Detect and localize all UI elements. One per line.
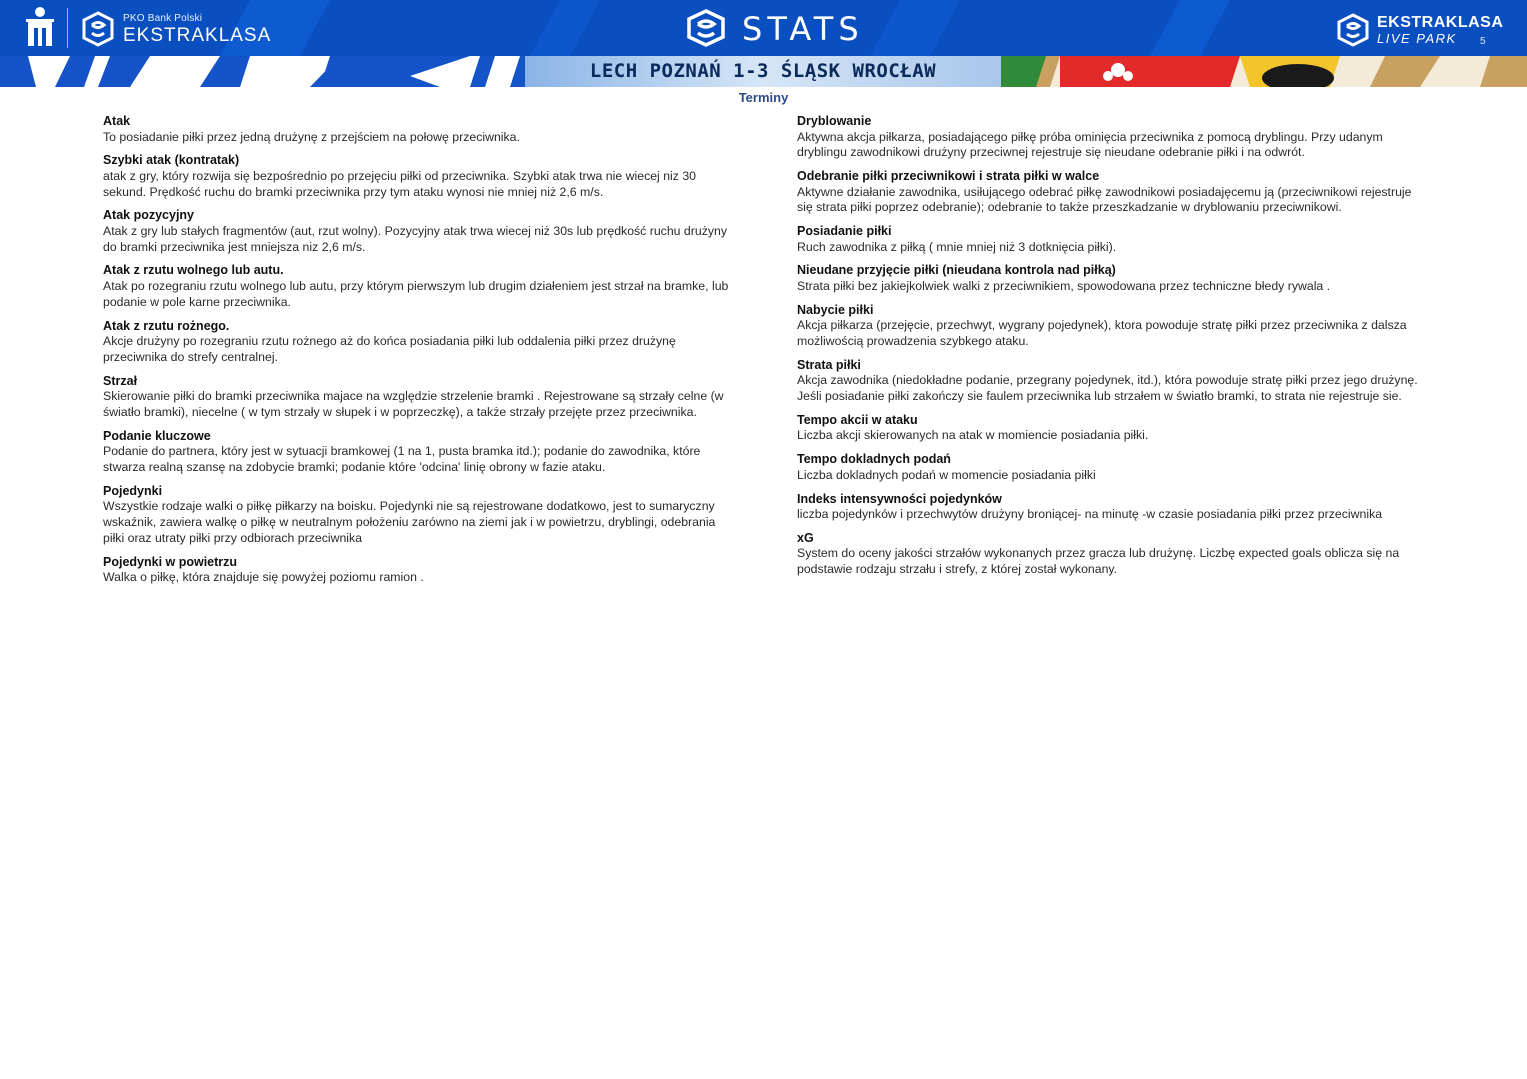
term-entry <box>103 263 733 310</box>
term-entry <box>797 492 1422 523</box>
terms-right-column <box>797 114 1422 586</box>
term-definition: To posiadanie piłki przez jedną drużynę z przejściem na połowę przeciwnika. <box>103 129 520 144</box>
term-definition: atak z gry, który rozwija się bezpośrednio po przejęciu piłki od przeciwnika. Szybki atak trwa nie wiecej niz 30 sekund. Prędkość ruchu do bramki przeciwnika przy tym ataku wynosi nie mniej niż 2,6 m/s. <box>103 168 697 199</box>
term-entry <box>797 224 1422 255</box>
term-name: Atak <box>103 114 131 128</box>
term-entry <box>797 531 1422 578</box>
term-name: Indeks intensywności pojedynków <box>797 491 1002 506</box>
term-entry <box>103 114 733 145</box>
term-definition: Akcja piłkarza (przejęcie, przechwyt, wygrany pojedynek), ktora powoduje stratę piłki przez przeciwnika z dalsza możliwością prowadzenia szybkego ataku. <box>797 318 1407 349</box>
ekstraklasa-label: EKSTRAKLASA <box>123 25 272 46</box>
term-entry <box>797 413 1422 444</box>
header-separator <box>67 8 68 48</box>
pko-bank-label: PKO Bank Polski <box>123 13 203 24</box>
term-entry <box>103 374 733 421</box>
term-entry <box>103 429 733 476</box>
term-name: Nieudane przyjęcie piłki (nieudana kontrola nad piłką) <box>797 263 1116 278</box>
term-definition: Atak po rozegraniu rzutu wolnego lub autu, przy którym pierwszym lub drugim działeniem jest strzał na bramke, lub podanie w pole karne przeciwnika. <box>103 278 729 309</box>
term-definition: Podanie do partnera, który jest w sytuacji bramkowej (1 na 1, pusta bramka itd.); podanie do zawodnika, które stwarza realną szansę na zdobycie bramki; podanie które 'odcina' linię obrony w fazie ataku. <box>103 444 701 475</box>
term-entry <box>797 169 1422 216</box>
term-name: Atak z rzutu rożnego. <box>103 318 230 333</box>
term-definition: Atak z gry lub stałych fragmentów (aut, rzut wolny). Pozycyjny atak trwa wiecej niż 30s lub prędkość ruchu drużyny do bramki przeciwnika jest mniejsza niz 2,6 m/s. <box>103 223 727 254</box>
top-header <box>0 0 1527 56</box>
term-name: Szybki atak (kontratak) <box>103 153 240 168</box>
terms-left-column <box>103 114 733 594</box>
term-name: Podanie kluczowe <box>103 428 211 443</box>
term-definition: liczba pojedynków i przechwytów drużyny broniącej- na minutę -w czasie posiadania piłki przez przeciwnika <box>797 507 1383 522</box>
term-definition: Walka o piłkę, która znajduje się powyżej poziomu ramion . <box>103 570 424 585</box>
term-name: Pojedynki <box>103 483 163 498</box>
live-park-logo-icon <box>1336 13 1370 47</box>
section-title: Terminy <box>738 90 789 105</box>
term-definition: Liczba dokladnych podań w momencie posiadania piłki <box>797 467 1096 482</box>
term-name: Nabycie piłki <box>797 302 874 317</box>
page-number: 5 <box>1480 36 1486 47</box>
live-park-subtitle: LIVE PARK <box>1377 31 1457 46</box>
term-entry <box>103 208 733 255</box>
term-entry <box>797 358 1422 405</box>
term-name: Tempo akcii w ataku <box>797 412 918 427</box>
pko-logo-icon <box>22 6 58 50</box>
term-definition: Ruch zawodnika z piłką ( mnie mniej niż 3 dotknięcia piłki). <box>797 239 1117 254</box>
term-entry <box>103 484 733 547</box>
term-entry <box>797 303 1422 350</box>
match-banner <box>0 56 1527 87</box>
term-entry <box>797 263 1422 294</box>
term-entry <box>103 319 733 366</box>
term-name: Pojedynki w powietrzu <box>103 554 238 569</box>
term-name: Odebranie piłki przeciwnikowi i strata piłki w walce <box>797 169 1100 184</box>
stats-title: STATS <box>742 10 864 48</box>
term-entry <box>797 452 1422 483</box>
term-name: Atak pozycyjny <box>103 208 195 223</box>
term-definition: Strata piłki bez jakiejkolwiek walki z przeciwnikiem, spowodowana przez techniczne błedy rywala . <box>797 278 1331 293</box>
term-definition: Wszystkie rodzaje walki o piłkę piłkarzy na boisku. Pojedynki nie są rejestrowane dodatkowo, jest to sumaryczny wskaźnik, zawiera walkę o piłkę w neutralnym położeniu zarówno na ziemi jak i w powietrzu, dryblingi, odebrania piłki oraz utraty piłki przy odbiorach przeciwnika <box>103 499 716 545</box>
match-title: LECH POZNAŃ 1-3 ŚLĄSK WROCŁAW <box>589 60 937 82</box>
term-entry <box>103 555 733 586</box>
term-definition: Aktywna akcja piłkarza, posiadającego piłkę próba ominięcia przeciwnika z pomocą dryblingu. Przy udanym dryblingu zawodnikowi drużyny przeciwnej rejestruje się nieudane odebranie piłki i na odwrót. <box>797 129 1383 160</box>
stats-logo-icon <box>686 9 726 47</box>
term-name: Tempo dokladnych podań <box>797 452 951 467</box>
term-name: Dryblowanie <box>797 114 872 128</box>
term-definition: Liczba akcji skierowanych na atak w momiencie posiadania piłki. <box>797 428 1149 443</box>
live-park-title: EKSTRAKLASA <box>1377 14 1504 31</box>
term-name: Strzał <box>103 373 138 388</box>
term-definition: Akcja zawodnika (niedokładne podanie, przegrany pojedynek, itd.), która powoduje stratę piłki przez jego drużynę. Jeśli posiadanie piłki zakończy sie faulem przeciwnika lub strzałem w światło bramki, to strata nie rejestruje sie. <box>797 373 1418 404</box>
term-definition: Skierowanie piłki do bramki przeciwnika majace na względzie strzelenie bramki . Rejestrowane są strzały celne (w światło bramki), niecelne ( w tym strzały w słupek i w poprzeczkę), a także strzały przejęte przez przeciwnika. <box>103 389 724 419</box>
term-definition: Akcje drużyny po rozegraniu rzutu rożnego aż do końca posiadania piłki lub oddalenia piłki przez drużynę przeciwnika do strefy centralnej. <box>103 334 676 364</box>
term-name: Atak z rzutu wolnego lub autu. <box>103 263 284 278</box>
term-name: xG <box>797 530 814 545</box>
term-name: Posiadanie piłki <box>797 224 892 239</box>
ekstraklasa-logo-icon <box>80 11 116 47</box>
term-entry <box>797 114 1422 161</box>
term-entry <box>103 153 733 200</box>
term-definition: Aktywne działanie zawodnika, usiłującego odebrać piłkę zawodnikowi posiadajęcemu ją (przeciwnikowi rejestruje się strata piłki poprzez odebranie); odebranie to także przeszkadzanie w dryblowaniu przeciwnikowi. <box>797 184 1412 215</box>
term-definition: System do oceny jakości strzałów wykonanych przez gracza lub drużynę. Liczbę expected goals oblicza się na podstawie rodzaju strzału i strefy, z której został wykonany. <box>797 546 1400 577</box>
term-name: Strata piłki <box>797 357 861 372</box>
